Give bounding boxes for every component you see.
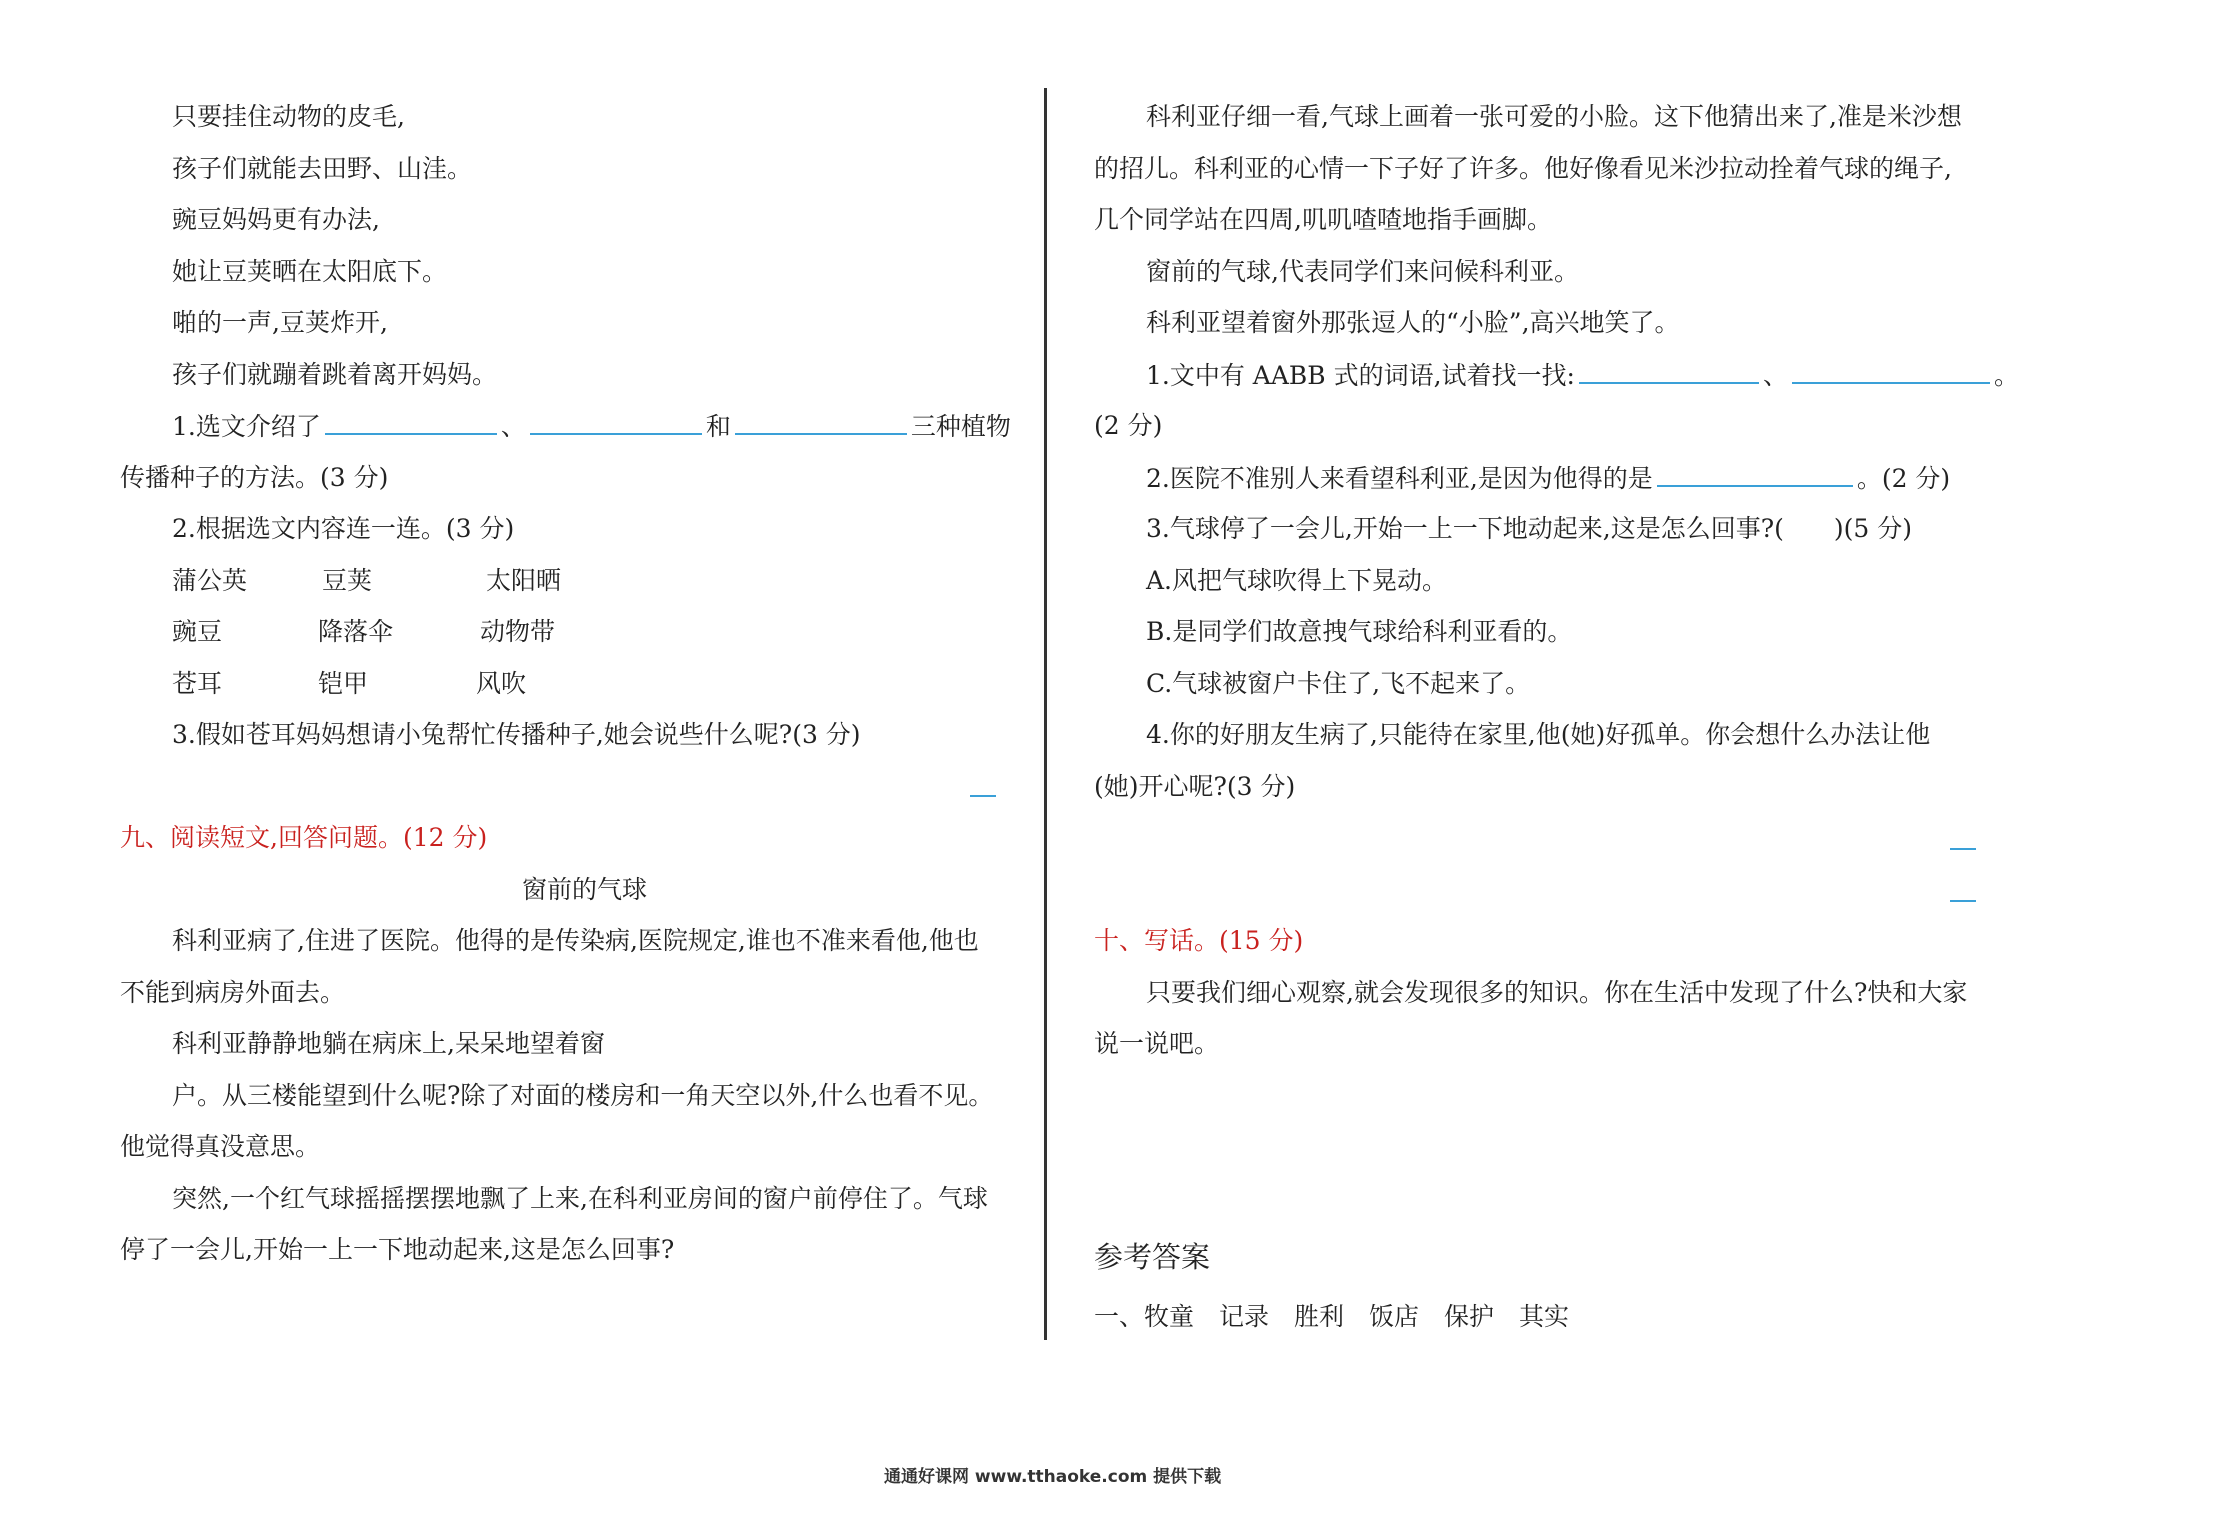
q2-suffix: 。(2 分)	[1856, 464, 1951, 493]
passage-title: 窗前的气球	[522, 875, 648, 904]
q1-sep: 、	[1762, 361, 1788, 390]
question-2: 2.根据选文内容连一连。(3 分)	[172, 514, 515, 543]
q1-sep: 、	[500, 412, 526, 441]
match-item: 蒲公英	[172, 566, 248, 595]
writing-prompt: 只要我们细心观察,就会发现很多的知识。你在生活中发现了什么?快和大家	[1146, 978, 1968, 1007]
question-3: 3.假如苍耳妈妈想请小兔帮忙传播种子,她会说些什么呢?(3 分)	[172, 720, 861, 749]
option-b: B.是同学们故意拽气球给科利亚看的。	[1146, 617, 1573, 646]
answer-line[interactable]	[1950, 900, 1976, 902]
match-item: 豆荚	[322, 566, 373, 595]
section-9-heading: 九、阅读短文,回答问题。(12 分)	[120, 823, 488, 852]
question-3: 3.气球停了一会儿,开始一上一下地动起来,这是怎么回事?( )(5 分)	[1146, 514, 1913, 543]
q1-score: (2 分)	[1094, 411, 1163, 440]
poem-line: 豌豆妈妈更有办法,	[172, 205, 380, 234]
answer-blank[interactable]	[1579, 358, 1759, 384]
question-1	[172, 409, 1011, 444]
match-item: 风吹	[476, 669, 527, 698]
q1-line2: 传播种子的方法。(3 分)	[120, 463, 389, 492]
q1-prefix: 1.文中有 AABB 式的词语,试着找一找:	[1146, 361, 1575, 390]
answer-line[interactable]	[970, 795, 996, 797]
answer-line[interactable]	[1950, 848, 1976, 850]
answer-blank[interactable]	[1657, 461, 1853, 487]
poem-line: 孩子们就能去田野、山洼。	[172, 154, 473, 183]
passage-line: 突然,一个红气球摇摇摆摆地飘了上来,在科利亚房间的窗户前停住了。气球	[172, 1184, 988, 1213]
passage-line: 不能到病房外面去。	[120, 978, 346, 1007]
answer-blank[interactable]	[530, 409, 702, 435]
q1-end: 。	[1993, 361, 2019, 390]
passage-line: 科利亚静静地躺在病床上,呆呆地望着窗	[172, 1029, 605, 1058]
question-1	[1146, 358, 2019, 393]
q1-suffix: 三种植物	[910, 412, 1011, 441]
match-item: 动物带	[480, 617, 556, 646]
passage-line: 科利亚病了,住进了医院。他得的是传染病,医院规定,谁也不准来看他,他也	[172, 926, 979, 955]
match-item: 苍耳	[172, 669, 223, 698]
poem-line: 孩子们就蹦着跳着离开妈妈。	[172, 360, 498, 389]
question-4: 4.你的好朋友生病了,只能待在家里,他(她)好孤单。你会想什么办法让他	[1146, 720, 1931, 749]
answer-blank[interactable]	[325, 409, 497, 435]
q1-prefix: 1.选文介绍了	[172, 412, 321, 441]
passage-line: 窗前的气球,代表同学们来问候科利亚。	[1146, 257, 1579, 286]
answers-heading: 参考答案	[1094, 1240, 1211, 1274]
column-divider	[1044, 88, 1047, 1340]
passage-line: 户。从三楼能望到什么呢?除了对面的楼房和一角天空以外,什么也看不见。	[172, 1081, 994, 1110]
footer-credit: 通通好课网 www.tthaoke.com 提供下载	[884, 1467, 1222, 1487]
poem-line: 啪的一声,豆荚炸开,	[172, 308, 388, 337]
q1-sep: 和	[705, 412, 731, 441]
match-item: 铠甲	[318, 669, 369, 698]
question-4-line2: (她)开心呢?(3 分)	[1094, 772, 1296, 801]
question-2	[1146, 461, 1950, 496]
match-item: 豌豆	[172, 617, 223, 646]
answers-line: 一、牧童 记录 胜利 饭店 保护 其实	[1094, 1302, 1570, 1331]
passage-line: 科利亚望着窗外那张逗人的“小脸”,高兴地笑了。	[1146, 308, 1680, 337]
passage-line: 的招儿。科利亚的心情一下子好了许多。他好像看见米沙拉动拴着气球的绳子,	[1094, 154, 1952, 183]
section-10-heading: 十、写话。(15 分)	[1094, 926, 1304, 955]
poem-line: 她让豆荚晒在太阳底下。	[172, 257, 448, 286]
match-item: 太阳晒	[486, 566, 562, 595]
option-a: A.风把气球吹得上下晃动。	[1146, 566, 1448, 595]
passage-line: 几个同学站在四周,叽叽喳喳地指手画脚。	[1094, 205, 1552, 234]
answer-blank[interactable]	[735, 409, 907, 435]
option-c: C.气球被窗户卡住了,飞不起来了。	[1146, 669, 1531, 698]
writing-prompt: 说一说吧。	[1094, 1029, 1220, 1058]
answer-blank[interactable]	[1792, 358, 1990, 384]
poem-line: 只要挂住动物的皮毛,	[172, 102, 405, 131]
match-item: 降落伞	[318, 617, 394, 646]
passage-line: 停了一会儿,开始一上一下地动起来,这是怎么回事?	[120, 1235, 675, 1264]
passage-line: 他觉得真没意思。	[120, 1132, 321, 1161]
passage-line: 科利亚仔细一看,气球上画着一张可爱的小脸。这下他猜出来了,准是米沙想	[1146, 102, 1962, 131]
q2-prefix: 2.医院不准别人来看望科利亚,是因为他得的是	[1146, 464, 1653, 493]
